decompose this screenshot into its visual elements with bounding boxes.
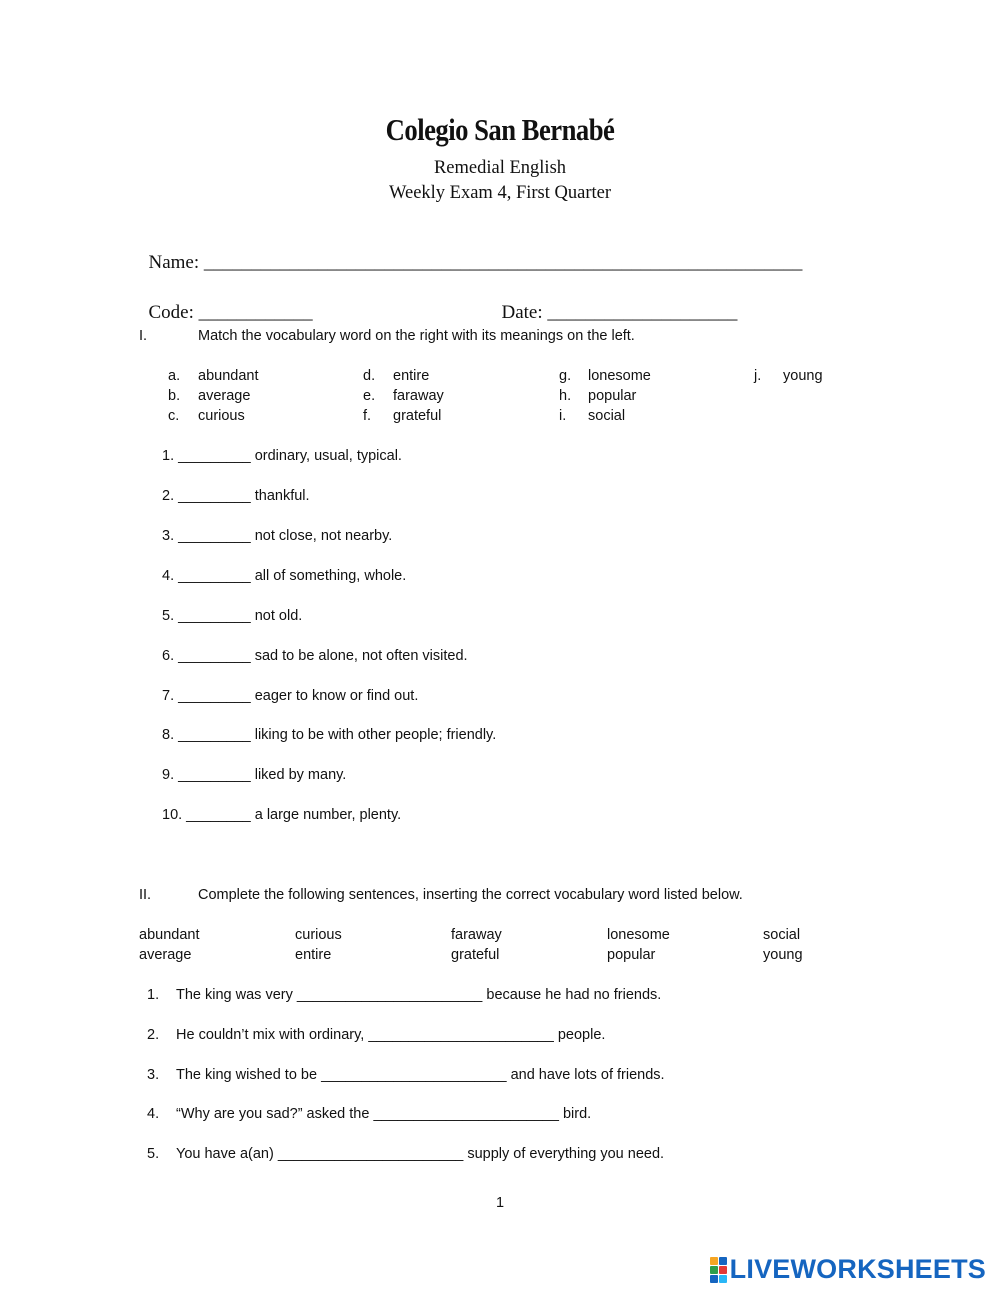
bank1-letter: d. — [363, 368, 376, 384]
section1-instruction: Match the vocabulary word on the right with its meanings on the left. — [198, 328, 635, 344]
bank1-letter: g. — [559, 368, 572, 384]
code-field[interactable] — [139, 280, 313, 324]
match-item[interactable]: 3. _________ not close, not nearby. — [162, 528, 393, 544]
bank1-letter: c. — [168, 408, 180, 424]
sentence-number: 1. — [147, 987, 160, 1003]
date-field[interactable] — [492, 280, 737, 324]
bank1-word: young — [783, 368, 823, 384]
sentence-number: 4. — [147, 1106, 160, 1122]
name-line[interactable]: _______________________________________________________________ — [203, 252, 803, 273]
match-item[interactable]: 10. ________ a large number, plenty. — [162, 807, 402, 823]
match-item[interactable]: 9. _________ liked by many. — [162, 767, 347, 783]
bank2-word: lonesome — [607, 927, 670, 943]
sentence-number: 3. — [147, 1067, 160, 1083]
bank2-word: entire — [295, 947, 332, 963]
sentence-item[interactable]: “Why are you sad?” asked the _______________________ bird. — [176, 1106, 592, 1122]
code-line[interactable]: ____________ — [198, 302, 313, 323]
liveworksheets-logo-text: LIVEWORKSHEETS — [729, 1254, 986, 1284]
bank1-letter: j. — [754, 368, 762, 384]
bank1-word: faraway — [393, 388, 444, 404]
match-item[interactable]: 6. _________ sad to be alone, not often visited. — [162, 648, 468, 664]
bank2-word: popular — [607, 947, 656, 963]
bank1-word: curious — [198, 408, 245, 424]
name-label: Name: — [148, 252, 200, 273]
bank1-word: social — [588, 408, 626, 424]
bank1-word: entire — [393, 368, 430, 384]
match-item[interactable]: 1. _________ ordinary, usual, typical. — [162, 448, 402, 464]
bank1-letter: b. — [168, 388, 181, 404]
bank1-letter: h. — [559, 388, 572, 404]
sentence-item[interactable]: He couldn’t mix with ordinary, _______________________ people. — [176, 1027, 606, 1043]
bank1-word: lonesome — [588, 368, 651, 384]
bank1-letter: e. — [363, 388, 376, 404]
page-number: 1 — [495, 1195, 505, 1211]
bank1-word: abundant — [198, 368, 259, 384]
sentence-number: 2. — [147, 1027, 160, 1043]
match-item[interactable]: 4. _________ all of something, whole. — [162, 568, 407, 584]
date-label: Date: — [501, 302, 543, 323]
match-item[interactable]: 2. _________ thankful. — [162, 488, 310, 504]
section2-instruction: Complete the following sentences, inserting the correct vocabulary word listed below. — [198, 887, 743, 903]
bank1-letter: i. — [559, 408, 567, 424]
bank2-word: young — [763, 947, 803, 963]
liveworksheets-mark-icon — [710, 1257, 727, 1283]
exam-title: Weekly Exam 4, First Quarter — [389, 183, 611, 203]
bank2-word: curious — [295, 927, 342, 943]
section1-number: I. — [139, 328, 148, 344]
code-label: Code: — [148, 302, 194, 323]
sentence-number: 5. — [147, 1146, 160, 1162]
sentence-item[interactable]: The king was very _______________________ because he had no friends. — [176, 987, 662, 1003]
match-item[interactable]: 7. _________ eager to know or find out. — [162, 688, 419, 704]
bank2-word: grateful — [451, 947, 500, 963]
sentence-item[interactable]: You have a(an) _______________________ supply of everything you need. — [176, 1146, 665, 1162]
bank1-word: average — [198, 388, 251, 404]
bank1-letter: f. — [363, 408, 372, 424]
liveworksheets-logo[interactable] — [710, 1254, 986, 1285]
bank1-word: grateful — [393, 408, 442, 424]
bank2-word: social — [763, 927, 801, 943]
bank2-word: average — [139, 947, 192, 963]
bank1-letter: a. — [168, 368, 181, 384]
match-item[interactable]: 8. _________ liking to be with other people; friendly. — [162, 727, 497, 743]
date-line[interactable]: ____________________ — [547, 302, 738, 323]
school-title: Colegio San Bernabé — [385, 112, 615, 147]
match-item[interactable]: 5. _________ not old. — [162, 608, 303, 624]
section2-number: II. — [139, 887, 152, 903]
bank2-word: faraway — [451, 927, 502, 943]
bank2-word: abundant — [139, 927, 200, 943]
sentence-item[interactable]: The king wished to be _______________________ and have lots of friends. — [176, 1067, 665, 1083]
name-field[interactable] — [139, 230, 802, 274]
subject-title: Remedial English — [433, 158, 567, 178]
bank1-word: popular — [588, 388, 637, 404]
